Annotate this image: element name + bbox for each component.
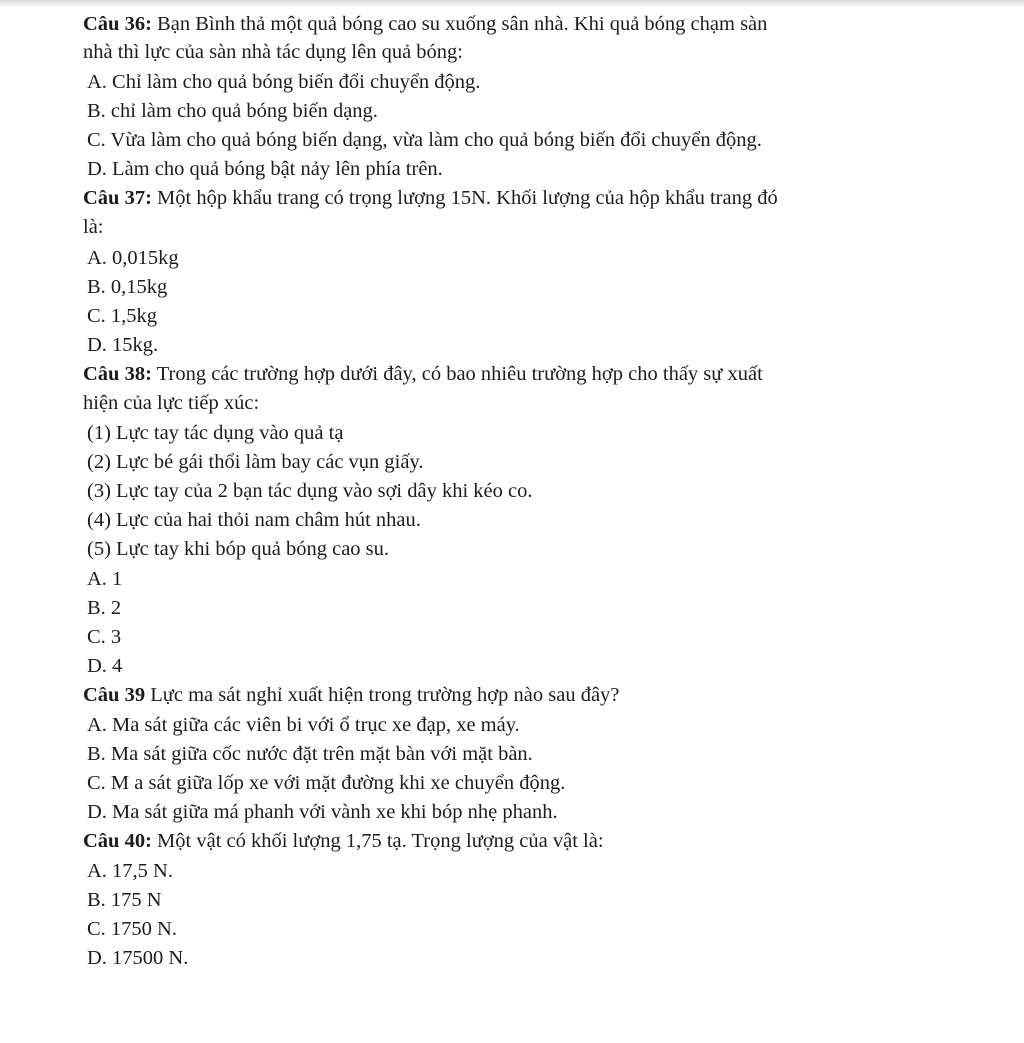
question-number: Câu 36:: [83, 13, 152, 35]
question-number: Câu 37:: [83, 187, 152, 209]
option-item: D. 4: [87, 655, 123, 677]
option-item: C. 1,5kg: [87, 305, 158, 327]
question-37-line-2: là:: [83, 216, 104, 238]
option-item: B. 175 N: [87, 889, 162, 911]
option-item: B. 0,15kg: [87, 276, 168, 298]
top-edge: [0, 0, 1024, 7]
question-number: Câu 40:: [83, 830, 152, 852]
statement-item: (2) Lực bé gái thổi làm bay các vụn giấy.: [87, 451, 424, 473]
option-item: A. Chỉ làm cho quả bóng biến đổi chuyển động.: [87, 71, 481, 93]
question-37-line-1: [83, 184, 778, 212]
question-36-line-2: nhà thì lực của sàn nhà tác dụng lên quả bóng:: [83, 41, 464, 63]
option-item: A. 1: [87, 568, 123, 590]
statement-item: (3) Lực tay của 2 bạn tác dụng vào sợi dây khi kéo co.: [87, 480, 533, 502]
option-item: C. M a sát giữa lốp xe với mặt đường khi xe chuyển động.: [87, 772, 566, 794]
question-number: Câu 38:: [83, 363, 152, 385]
question-text: Bạn Bình thả một quả bóng cao su xuống sân nhà. Khi quả bóng chạm sàn: [157, 13, 768, 35]
option-item: D. 15kg.: [87, 334, 159, 356]
statement-item: (5) Lực tay khi bóp quả bóng cao su.: [87, 538, 390, 560]
question-text: Một vật có khối lượng 1,75 tạ. Trọng lượng của vật là:: [157, 830, 604, 852]
statement-item: (4) Lực của hai thỏi nam châm hút nhau.: [87, 509, 421, 531]
option-item: D. 17500 N.: [87, 947, 189, 969]
question-36-line-1: [83, 10, 767, 38]
option-item: C. Vừa làm cho quả bóng biến dạng, vừa làm cho quả bóng biến đổi chuyển động.: [87, 129, 762, 151]
statement-item: (1) Lực tay tác dụng vào quả tạ: [87, 422, 344, 444]
option-item: B. 2: [87, 597, 122, 619]
question-38-line-2: hiện của lực tiếp xúc:: [83, 392, 260, 414]
option-item: B. chỉ làm cho quả bóng biến dạng.: [87, 100, 378, 122]
question-text: Một hộp khẩu trang có trọng lượng 15N. Khối lượng của hộp khẩu trang đó: [157, 187, 778, 209]
question-38-line-1: [83, 360, 763, 388]
option-item: C. 1750 N.: [87, 918, 177, 940]
option-item: A. 0,015kg: [87, 247, 179, 269]
option-item: A. 17,5 N.: [87, 860, 173, 882]
question-text: Trong các trường hợp dưới đây, có bao nhiêu trường hợp cho thấy sự xuất: [156, 363, 763, 385]
question-39-line-1: [83, 681, 619, 709]
question-number: Câu 39: [83, 684, 146, 706]
option-item: A. Ma sát giữa các viên bi với ổ trục xe đạp, xe máy.: [87, 714, 520, 736]
option-item: D. Làm cho quả bóng bật nảy lên phía trên.: [87, 158, 443, 180]
question-40-line-1: [83, 827, 604, 855]
option-item: D. Ma sát giữa má phanh với vành xe khi bóp nhẹ phanh.: [87, 801, 558, 823]
question-text: Lực ma sát nghỉ xuất hiện trong trường hợp nào sau đây?: [150, 684, 620, 706]
option-item: C. 3: [87, 626, 122, 648]
option-item: B. Ma sát giữa cốc nước đặt trên mặt bàn với mặt bàn.: [87, 743, 533, 765]
